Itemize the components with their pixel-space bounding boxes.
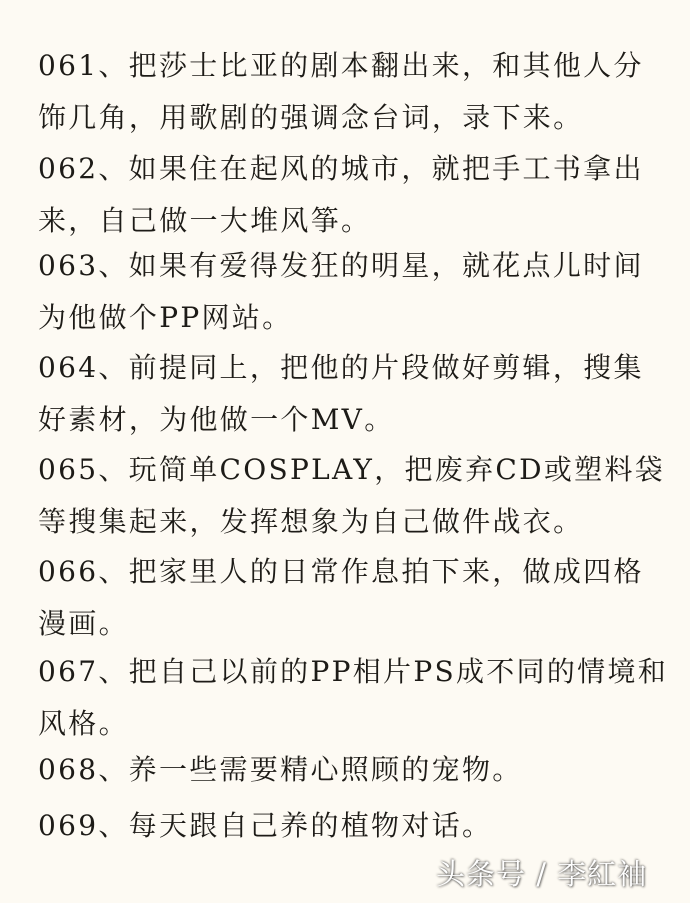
item-text-line: 069、每天跟自己养的植物对话。 bbox=[38, 809, 493, 842]
list-item-061 bbox=[38, 40, 678, 144]
item-text-line: 064、前提同上，把他的片段做好剪辑，搜集 bbox=[38, 351, 644, 384]
item-text-line: 068、养一些需要精心照顾的宠物。 bbox=[38, 753, 523, 786]
item-text-line: 好素材，为他做一个MV。 bbox=[38, 403, 395, 436]
item-text-line: 061、把莎士比亚的剧本翻出来，和其他人分 bbox=[38, 49, 644, 82]
list-item-062 bbox=[38, 143, 678, 247]
list-item-067 bbox=[38, 646, 678, 750]
list-item-069 bbox=[38, 800, 678, 852]
item-text-line: 063、如果有爱得发狂的明星，就花点儿时间 bbox=[38, 249, 644, 282]
list-item-066 bbox=[38, 546, 678, 650]
item-text-line: 饰几角，用歌剧的强调念台词，录下来。 bbox=[38, 101, 584, 134]
item-text-line: 来，自己做一大堆风筝。 bbox=[38, 204, 372, 237]
item-text-line: 等搜集起来，发挥想象为自己做件战衣。 bbox=[38, 505, 584, 538]
item-text-line: 065、玩简单COSPLAY，把废弃CD或塑料袋 bbox=[38, 453, 666, 486]
item-text-line: 风格。 bbox=[38, 707, 129, 740]
list-item-065 bbox=[38, 444, 678, 548]
list-item-068 bbox=[38, 744, 678, 796]
item-text-line: 066、把家里人的日常作息拍下来，做成四格 bbox=[38, 555, 644, 588]
list-item-063 bbox=[38, 240, 678, 344]
item-text-line: 漫画。 bbox=[38, 607, 129, 640]
list-item-064 bbox=[38, 342, 678, 446]
item-text-line: 为他做个PP网站。 bbox=[38, 301, 293, 334]
item-text-line: 067、把自己以前的PP相片PS成不同的情境和 bbox=[38, 655, 669, 688]
source-watermark: 头条号 / 李紅袖 bbox=[436, 857, 648, 891]
item-text-line: 062、如果住在起风的城市，就把手工书拿出 bbox=[38, 152, 644, 185]
